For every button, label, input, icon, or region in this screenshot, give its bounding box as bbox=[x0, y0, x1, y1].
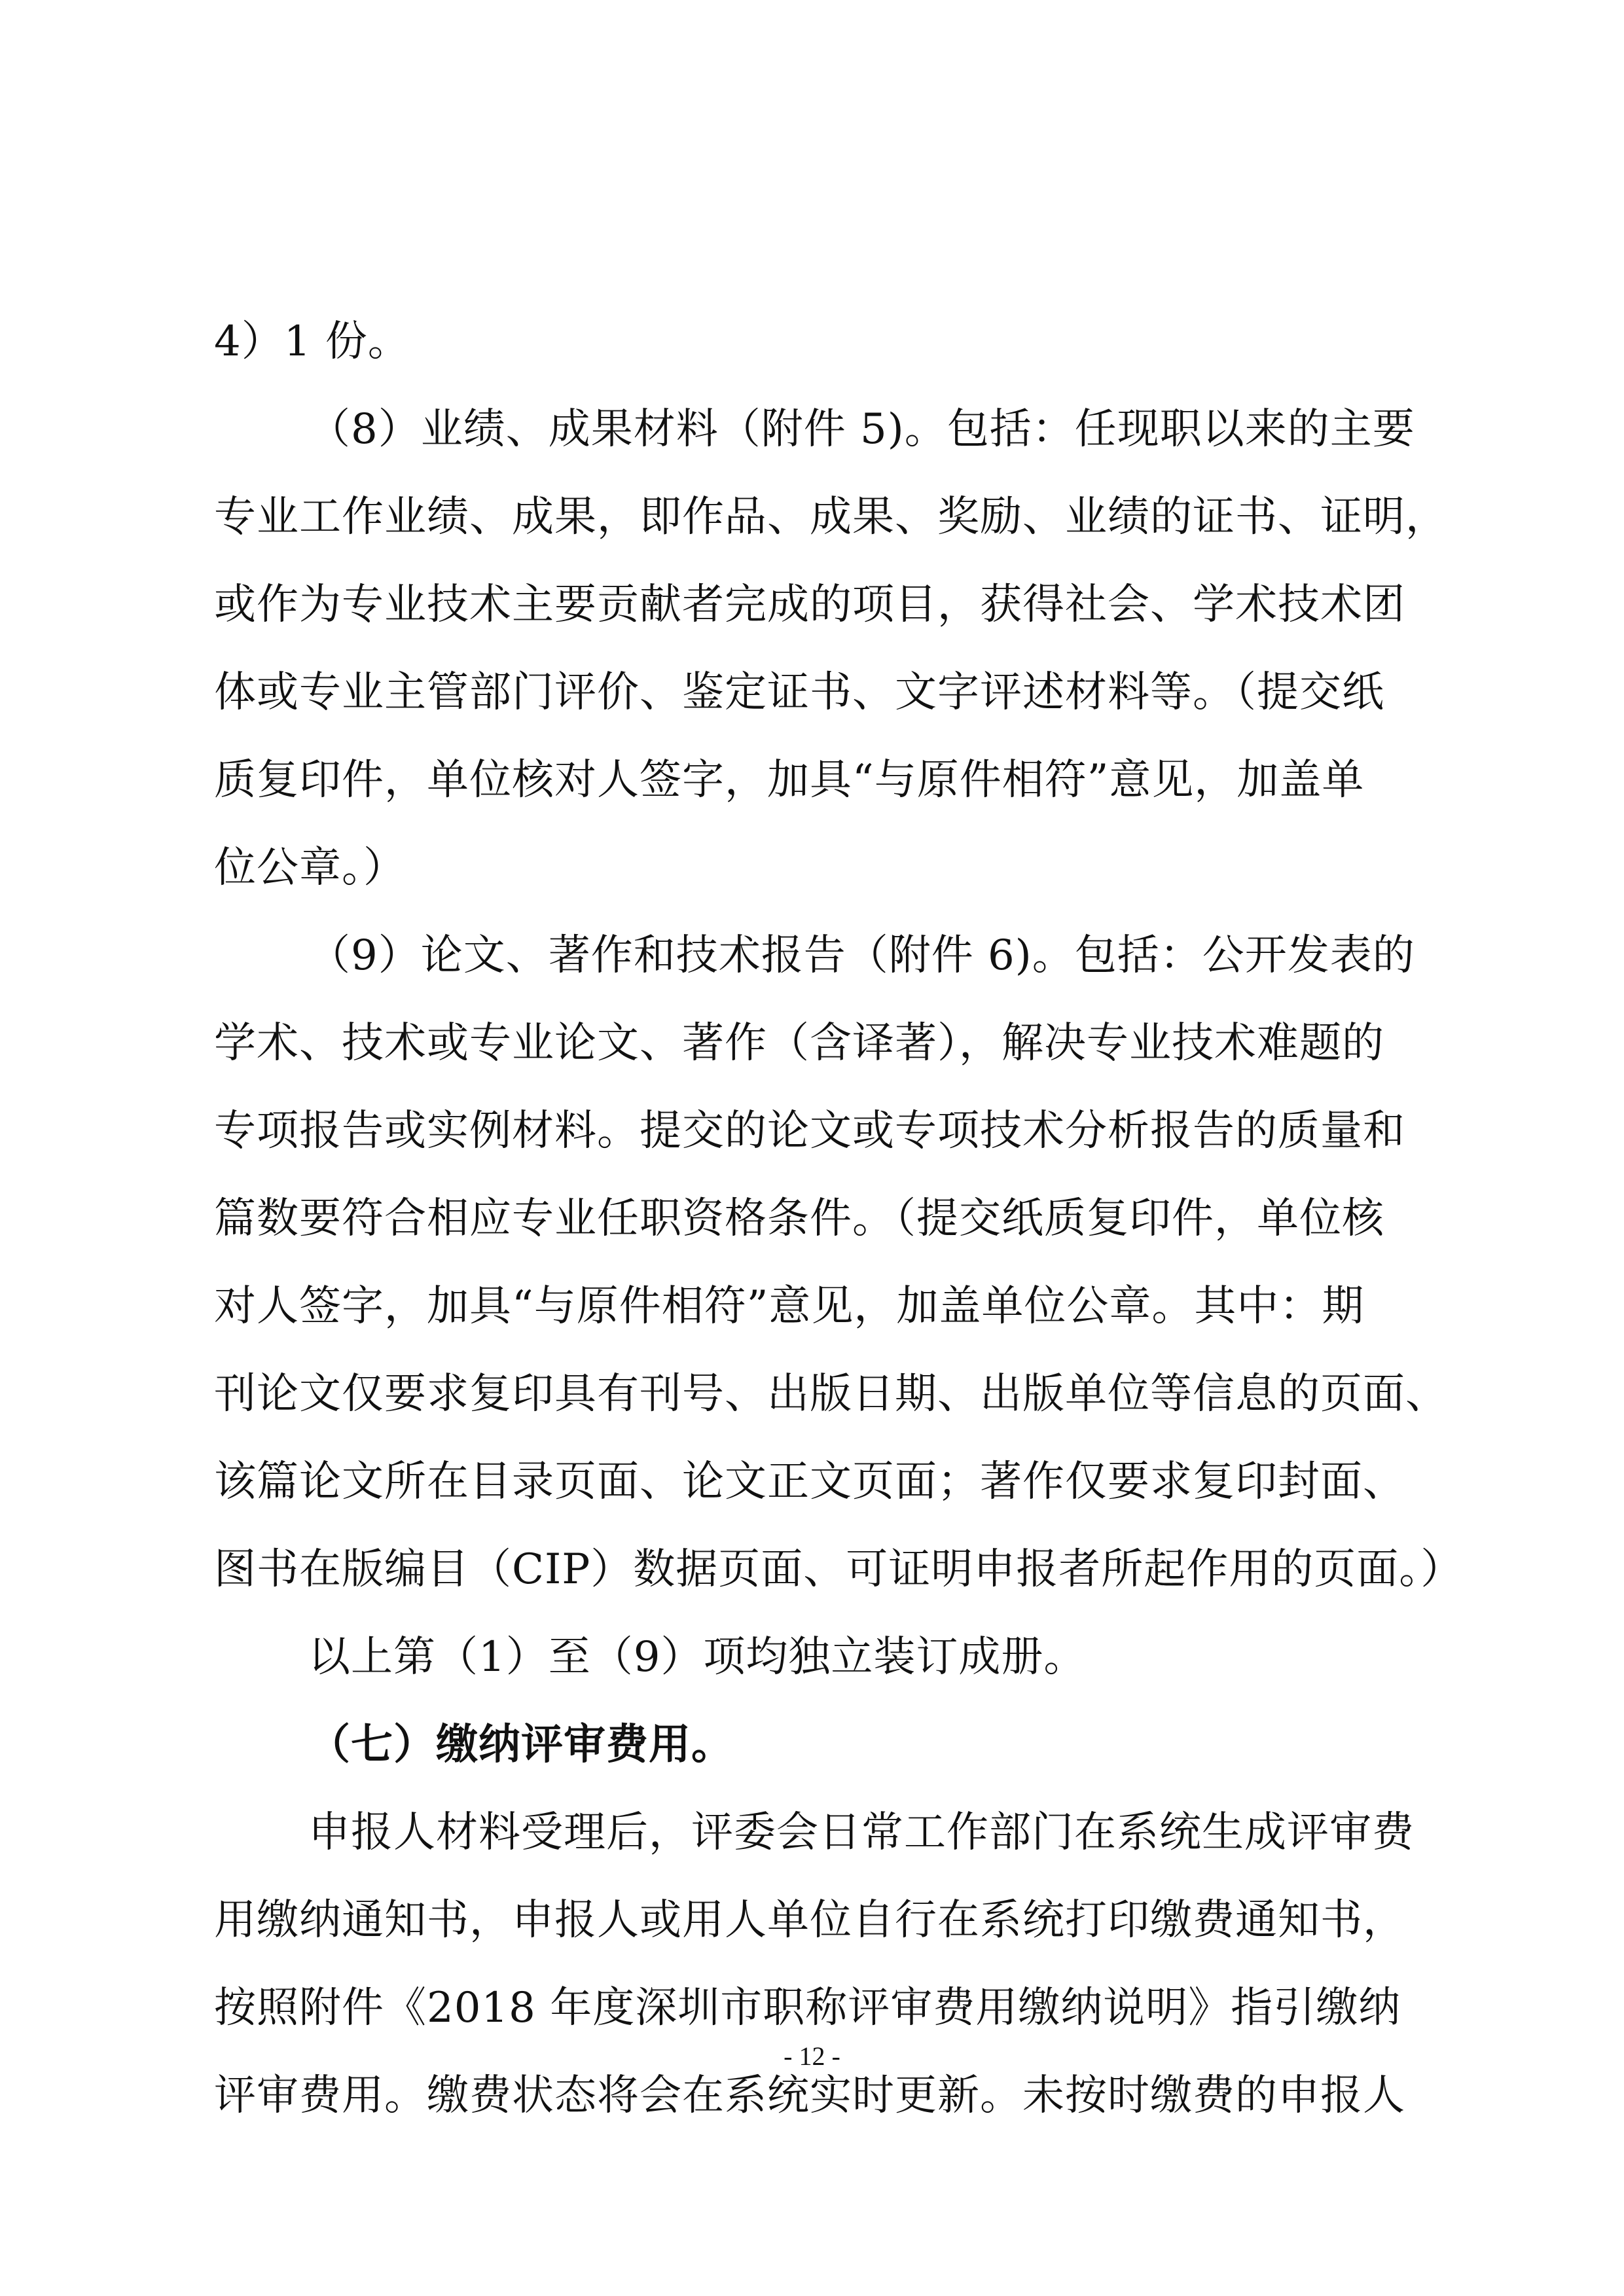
paragraph-start-line: （9）论文、著作和技术报告（附件 6)。包括：公开发表的 bbox=[308, 931, 1415, 980]
paragraph-start-line: （8）业绩、成果材料（附件 5)。包括：任现职以来的主要 bbox=[308, 405, 1415, 454]
text-line: 或作为专业技术主要贡献者完成的项目，获得社会、学术技术团 bbox=[214, 581, 1405, 629]
text-line: 4）1 份。 bbox=[214, 317, 410, 366]
paragraph-start-line: 申报人材料受理后，评委会日常工作部门在系统生成评审费 bbox=[308, 1808, 1415, 1857]
text-line: 位公章。） bbox=[214, 844, 406, 892]
text-line: 图书在版编目（CIP）数据页面、可证明申报者所起作用的页面。） bbox=[214, 1545, 1464, 1594]
text-line: 专项报告或实例材料。提交的论文或专项技术分析报告的质量和 bbox=[214, 1107, 1405, 1155]
paragraph-start-line: 以上第（1）至（9）项均独立装订成册。 bbox=[308, 1633, 1087, 1681]
text-line: 刊论文仅要求复印具有刊号、出版日期、出版单位等信息的页面、 bbox=[214, 1370, 1448, 1418]
text-line: 该篇论文所在目录页面、论文正文页面；著作仅要求复印封面、 bbox=[214, 1458, 1405, 1506]
text-line: 专业工作业绩、成果，即作品、成果、奖励、业绩的证书、证明， bbox=[214, 493, 1448, 541]
text-line: 学术、技术或专业论文、著作（含译著），解决专业技术难题的 bbox=[214, 1019, 1384, 1067]
text-line: 质复印件，单位核对人签字，加具“与原件相符”意见，加盖单 bbox=[214, 756, 1365, 804]
text-line: 对人签字，加具“与原件相符”意见，加盖单位公章。其中：期 bbox=[214, 1282, 1365, 1331]
page-number: - 12 - bbox=[784, 2041, 840, 2071]
text-line: 篇数要符合相应专业任职资格条件。（提交纸质复印件，单位核 bbox=[214, 1194, 1384, 1243]
body-text bbox=[214, 298, 1464, 2140]
text-line: 体或专业主管部门评价、鉴定证书、文字评述材料等。（提交纸 bbox=[214, 668, 1384, 717]
text-line: 评审费用。缴费状态将会在系统实时更新。未按时缴费的申报人 bbox=[214, 2072, 1405, 2120]
text-line: 按照附件《2018 年度深圳市职称评审费用缴纳说明》指引缴纳 bbox=[214, 1984, 1401, 2032]
section-heading: （七）缴纳评审费用。 bbox=[308, 1720, 734, 1769]
text-line: 用缴纳通知书，申报人或用人单位自行在系统打印缴费通知书， bbox=[214, 1896, 1405, 1945]
